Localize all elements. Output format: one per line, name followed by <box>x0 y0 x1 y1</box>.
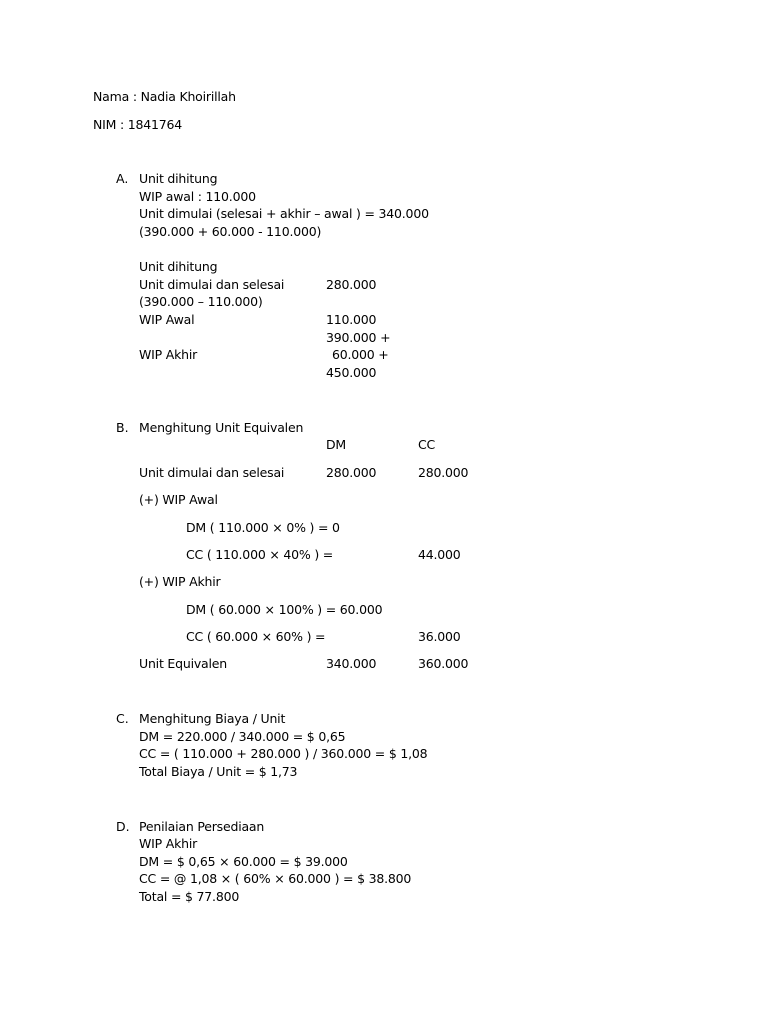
section-b-marker: B. <box>116 420 129 435</box>
unit-dimulai-selesai-value: 280.000 <box>326 277 377 292</box>
cc-valuation-line: CC = @ 1,08 × ( 60% × 60.000 ) = $ 38.800 <box>139 871 412 886</box>
column-cc-header: CC <box>418 437 436 452</box>
unit-dimulai-selesai-label: Unit dimulai dan selesai <box>139 277 285 292</box>
section-a-title: Unit dihitung <box>139 171 218 186</box>
wip-awal-cc-calc: CC ( 110.000 × 40% ) = <box>186 547 334 562</box>
unit-equivalen-label: Unit Equivalen <box>139 656 227 671</box>
wip-awal-dm-calc: DM ( 110.000 × 0% ) = 0 <box>186 520 340 535</box>
unit-equivalen-dm: 340.000 <box>326 656 377 671</box>
subtotal-value: 390.000 + <box>326 330 391 345</box>
total-value: 450.000 <box>326 365 377 380</box>
wip-awal-value: 110.000 <box>326 312 377 327</box>
cc-cost-line: CC = ( 110.000 + 280.000 ) / 360.000 = $ 1,08 <box>139 746 428 761</box>
section-c-title: Menghitung Biaya / Unit <box>139 711 286 726</box>
section-a-subtitle: Unit dihitung <box>139 259 218 274</box>
wip-akhir-value: 60.000 + <box>332 347 389 362</box>
unit-dimulai-selesai-label: Unit dimulai dan selesai <box>139 465 285 480</box>
section-c-marker: C. <box>116 711 129 726</box>
total-valuation-line: Total = $ 77.800 <box>139 889 240 904</box>
unit-dimulai-selesai-cc: 280.000 <box>418 465 469 480</box>
wip-akhir-cc-value: 36.000 <box>418 629 461 644</box>
wip-akhir-dm-calc: DM ( 60.000 × 100% ) = 60.000 <box>186 602 383 617</box>
wip-akhir-label: WIP Akhir <box>139 347 198 362</box>
dm-valuation-line: DM = $ 0,65 × 60.000 = $ 39.000 <box>139 854 348 869</box>
unit-dimulai-selesai-dm: 280.000 <box>326 465 377 480</box>
student-nim: NIM : 1841764 <box>93 117 183 132</box>
unit-dimulai-selesai-calc: (390.000 – 110.000) <box>139 294 263 309</box>
wip-awal-label: WIP Awal <box>139 312 195 327</box>
calc-line: (390.000 + 60.000 - 110.000) <box>139 224 322 239</box>
section-b-title: Menghitung Unit Equivalen <box>139 420 304 435</box>
section-d-subtitle: WIP Akhir <box>139 836 198 851</box>
wip-awal-cc-value: 44.000 <box>418 547 461 562</box>
wip-akhir-label: (+) WIP Akhir <box>139 574 221 589</box>
section-a-marker: A. <box>116 171 129 186</box>
total-cost-line: Total Biaya / Unit = $ 1,73 <box>139 764 298 779</box>
wip-awal-line: WIP awal : 110.000 <box>139 189 256 204</box>
column-dm-header: DM <box>326 437 347 452</box>
wip-awal-label: (+) WIP Awal <box>139 492 218 507</box>
student-name: Nama : Nadia Khoirillah <box>93 89 236 104</box>
dm-cost-line: DM = 220.000 / 340.000 = $ 0,65 <box>139 729 346 744</box>
wip-akhir-cc-calc: CC ( 60.000 × 60% ) = <box>186 629 326 644</box>
unit-dimulai-line: Unit dimulai (selesai + akhir – awal ) = 340.000 <box>139 206 429 221</box>
unit-equivalen-cc: 360.000 <box>418 656 469 671</box>
section-d-marker: D. <box>116 819 130 834</box>
section-d-title: Penilaian Persediaan <box>139 819 265 834</box>
